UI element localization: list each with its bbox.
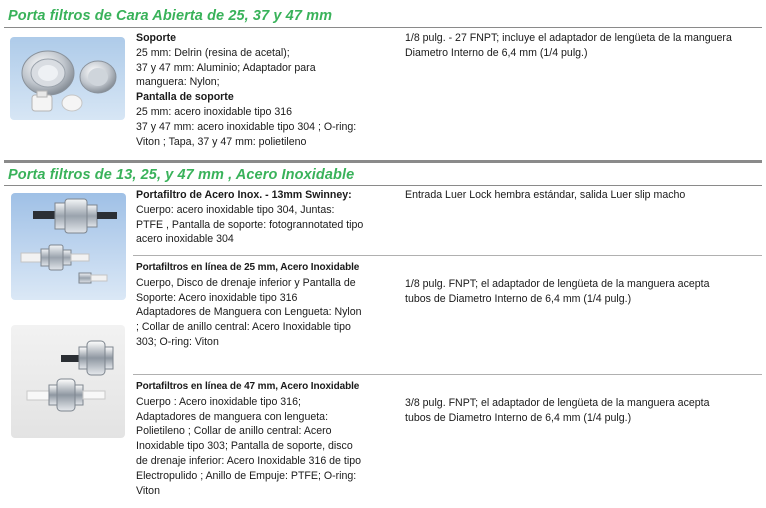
- swinney-description: [136, 188, 363, 247]
- inline-47mm-line: Inoxidable tipo 303; Pantalla de soporte, disco: [136, 440, 353, 453]
- inline-25mm-title: Portafiltros en línea de 25 mm, Acero Inoxidable: [136, 262, 360, 273]
- connection-line: tubos de Diametro Interno de 6,4 mm (1/4 pulg.): [405, 293, 632, 305]
- inline-25mm-line: 303; O-ring: Viton: [136, 335, 219, 348]
- swinney-connection-text: [405, 188, 685, 203]
- soporte-title: Soporte: [136, 32, 177, 44]
- swinney-line: PTFE , Pantalla de soporte: fotogrannotated tipo: [136, 218, 364, 231]
- pantalla-title: Pantalla de soporte: [136, 91, 234, 104]
- open-face-filter-holder-photo: [10, 37, 125, 120]
- section1-divider: [4, 27, 762, 28]
- swinney-filter-holder-photo: [11, 193, 126, 300]
- inline-47mm-line: de drenaje inferior: Acero Inoxidable 316 de tipo: [136, 454, 361, 467]
- inline-47mm-line: Cuerpo : Acero inoxidable tipo 316;: [136, 395, 301, 408]
- connection-line: Entrada Luer Lock hembra estándar, salida Luer slip macho: [405, 189, 686, 201]
- connection-line: 3/8 pulg. FNPT; el adaptador de lengüeta de la manguera acepta: [405, 397, 710, 409]
- connection-line: 1/8 pulg. - 27 FNPT; incluye el adaptador de lengüeta de la manguera: [405, 32, 732, 44]
- inline-47mm-title: Portafiltros en línea de 47 mm, Acero Inoxidable: [136, 381, 360, 392]
- inline-47mm-connection-text: [405, 396, 710, 426]
- section2-top-divider: [4, 160, 762, 163]
- inline-47mm-line: Polietileno ; Collar de anillo central: Acero: [136, 425, 332, 438]
- pantalla-line: 37 y 47 mm: acero inoxidable tipo 304 ; O-ring:: [136, 120, 357, 133]
- item-divider: [133, 255, 762, 256]
- inline-47mm-description: [136, 380, 361, 498]
- connection-line: tubos de Diametro Interno de 6,4 mm (1/4 pulg.): [405, 412, 632, 424]
- connection-line: Diametro Interno de 6,4 mm (1/4 pulg.): [405, 47, 588, 59]
- inline-filter-holder-photo: [11, 325, 125, 438]
- inline-47mm-line: Adaptadores de manguera con lengueta:: [136, 410, 329, 423]
- inline-47mm-line: Viton: [136, 484, 160, 497]
- item-divider: [133, 374, 762, 375]
- section2-heading: Porta filtros de 13, 25, y 47 mm , Acero Inoxidable: [8, 167, 355, 183]
- section1-connection-text: [405, 31, 732, 61]
- swinney-title: Portafiltro de Acero Inox. - 13mm Swinney:: [136, 189, 352, 201]
- soporte-line: 25 mm: Delrin (resina de acetal);: [136, 46, 290, 59]
- pantalla-line: 25 mm: acero inoxidable tipo 316: [136, 105, 293, 118]
- inline-25mm-line: Cuerpo, Disco de drenaje inferior y Pantalla de: [136, 276, 356, 289]
- section2-divider: [4, 185, 762, 186]
- pantalla-line: Viton ; Tapa, 37 y 47 mm: polietileno: [136, 135, 307, 148]
- inline-25mm-description: [136, 261, 362, 350]
- inline-47mm-line: Electropulido ; Anillo de Empuje: PTFE; O-ring:: [136, 469, 357, 482]
- section1-description: [136, 31, 356, 149]
- inline-25mm-connection-text: [405, 277, 710, 307]
- swinney-line: acero inoxidable 304: [136, 233, 234, 246]
- connection-line: 1/8 pulg. FNPT; el adaptador de lengüeta de la manguera acepta: [405, 278, 710, 290]
- soporte-line: 37 y 47 mm: Aluminio; Adaptador para: [136, 61, 316, 74]
- inline-25mm-line: Adaptadores de Manguera con Lengueta: Nylon: [136, 306, 362, 319]
- inline-25mm-line: ; Collar de anillo central: Acero Inoxidable tipo: [136, 321, 351, 334]
- swinney-line: Cuerpo: acero inoxidable tipo 304, Juntas:: [136, 203, 335, 216]
- soporte-line: manguera: Nylon;: [136, 76, 220, 89]
- inline-25mm-line: Soporte: Acero inoxidable tipo 316: [136, 291, 298, 304]
- section1-heading: Porta filtros de Cara Abierta de 25, 37 y 47 mm: [8, 8, 333, 24]
